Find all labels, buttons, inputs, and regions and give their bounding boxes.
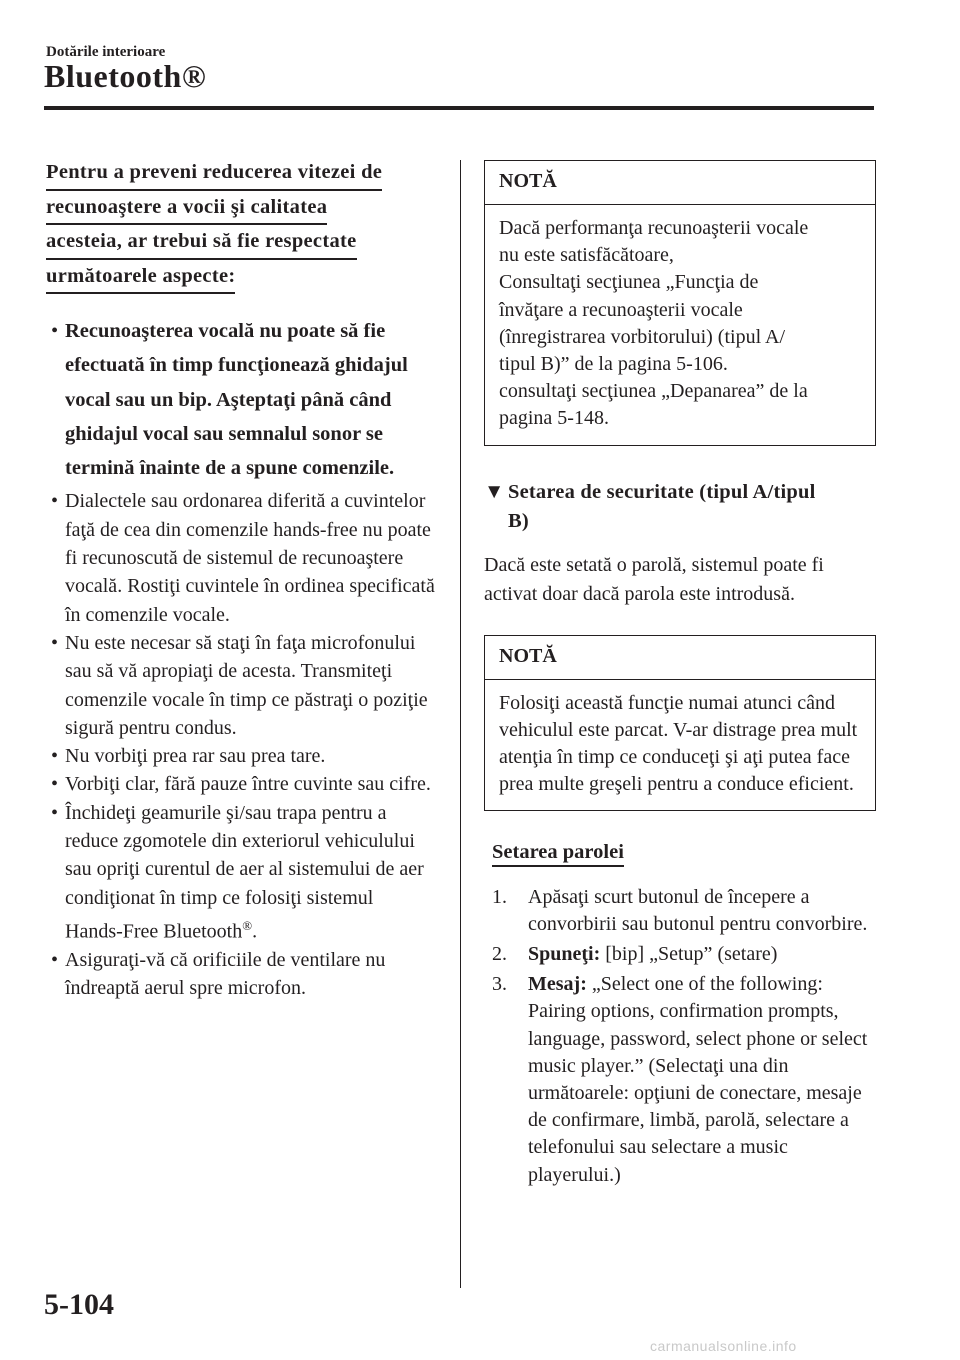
note-title: NOTĂ [485, 636, 875, 680]
tips-list [46, 314, 436, 1002]
heading-line: recunoaştere a vocii şi calitatea [46, 193, 327, 226]
bullet-mark: • [51, 320, 59, 342]
right-column [484, 160, 876, 1192]
list-item: • Dialectele sau ordonarea diferită a cuvintelor faţă de cea din comenzile hands-free nu poate fi recunoscută de sistemul de recunoaştere vocală. Rostiţi cuvintele în ordinea specificată în comenzile vocale. [46, 487, 436, 628]
bullet-mark: • [51, 490, 59, 513]
security-paragraph: Dacă este setată o parolă, sistemul poate fi activat doar dacă parola este introdusă. [484, 553, 824, 605]
list-item: • Vorbiţi clar, fără pauze între cuvinte sau cifre. [46, 770, 436, 798]
column-divider [460, 160, 461, 1288]
step-item: 3. Mesaj: „Select one of the following: Pairing options, confirmation prompts, language, password, select phone or select music player.” (Selectaţi una din următoarele: opţiuni de conectare, mesaje de confirmare, limbă, parolă, selectare a telefonului sau selectare a music playerului.) [492, 973, 868, 1186]
note-line: Consultaţi secţiunea „Funcţia de [499, 271, 759, 294]
note-line: învăţare a recunoaşterii vocale [499, 298, 743, 321]
step-item: 1. Apăsaţi scurt butonul de începere a convorbirii sau butonul pentru convorbire. [492, 885, 868, 935]
note-line: nu este satisfăcătoare, [499, 244, 674, 267]
bullet-mark: • [51, 773, 59, 796]
heading-line: următoarele aspecte: [46, 262, 235, 295]
security-heading: ▼ Setarea de securitate (tipul A/tipul B) [484, 478, 876, 537]
note-body: Folosiţi această funcţie numai atunci când vehiculul este parcat. V-ar distrage prea mult atenţia în timp ce conduceţi şi aţi putea face prea multe greşeli pentru a conduce eficient. [499, 691, 858, 795]
note-box-voice [484, 160, 876, 446]
heading-line: Pentru a preveni reducerea vitezei de [46, 158, 382, 191]
note-body [485, 205, 875, 445]
prevention-heading [46, 158, 436, 296]
note-line: (înregistrarea vorbitorului) (tipul A/ [499, 325, 786, 348]
left-column [46, 158, 436, 1002]
note-line: Dacă performanţa recunoaşterii vocale [499, 217, 809, 239]
triangle-marker-icon: ▼ [484, 480, 505, 503]
bullet-mark: • [51, 745, 59, 768]
note-title: NOTĂ [485, 161, 875, 205]
list-item: • Recunoaşterea vocală nu poate să fie efectuată în timp funcţionează ghidajul vocal sau un bip. Aşteptaţi până când ghidajul vocal sau semnalul sonor se termină înainte de a spune comenzile. [46, 314, 436, 485]
heading-line: acesteia, ar trebui să fie respectate [46, 227, 357, 260]
list-item: • Asiguraţi-vă că orificiile de ventilare nu îndreaptă aerul spre microfon. [46, 946, 436, 1003]
list-item: • Nu este necesar să staţi în faţa microfonului sau să vă apropiaţi de acesta. Transmiteţi comenzile vocale în timp ce păstraţi o poziţie sigură pentru condus. [46, 629, 436, 742]
watermark: carmanualsonline.info [650, 1338, 797, 1354]
note-line: tipul B)” de la pagina 5-106. [499, 353, 728, 376]
section-title: Bluetooth® [44, 58, 207, 94]
note-box-parked [484, 635, 876, 811]
header-rule [44, 106, 874, 110]
password-heading: Setarea parolei [492, 841, 876, 864]
note-line: pagina 5-148. [499, 407, 609, 430]
chapter-label: Dotările interioare [46, 44, 166, 60]
list-item: • Nu vorbiţi prea rar sau prea tare. [46, 742, 436, 770]
list-item: • Închideţi geamurile şi/sau trapa pentru a reduce zgomotele din exteriorul vehiculului sau opriţi curentul de aer al sistemului de aer condiţionat în timp ce folosiţi sistemul Hands-Free Bluetooth®. [46, 799, 436, 946]
password-steps [492, 884, 876, 1189]
bullet-mark: • [51, 801, 59, 824]
bullet-mark: • [51, 631, 59, 654]
registered-mark: ® [242, 917, 253, 933]
note-line: consultaţi secţiunea „Depanarea” de la [499, 380, 808, 403]
step-item: 2. Spuneţi: [bip] „Setup” (setare) [492, 943, 778, 966]
page-number: 5-104 [44, 1288, 114, 1321]
bullet-mark: • [51, 948, 59, 971]
